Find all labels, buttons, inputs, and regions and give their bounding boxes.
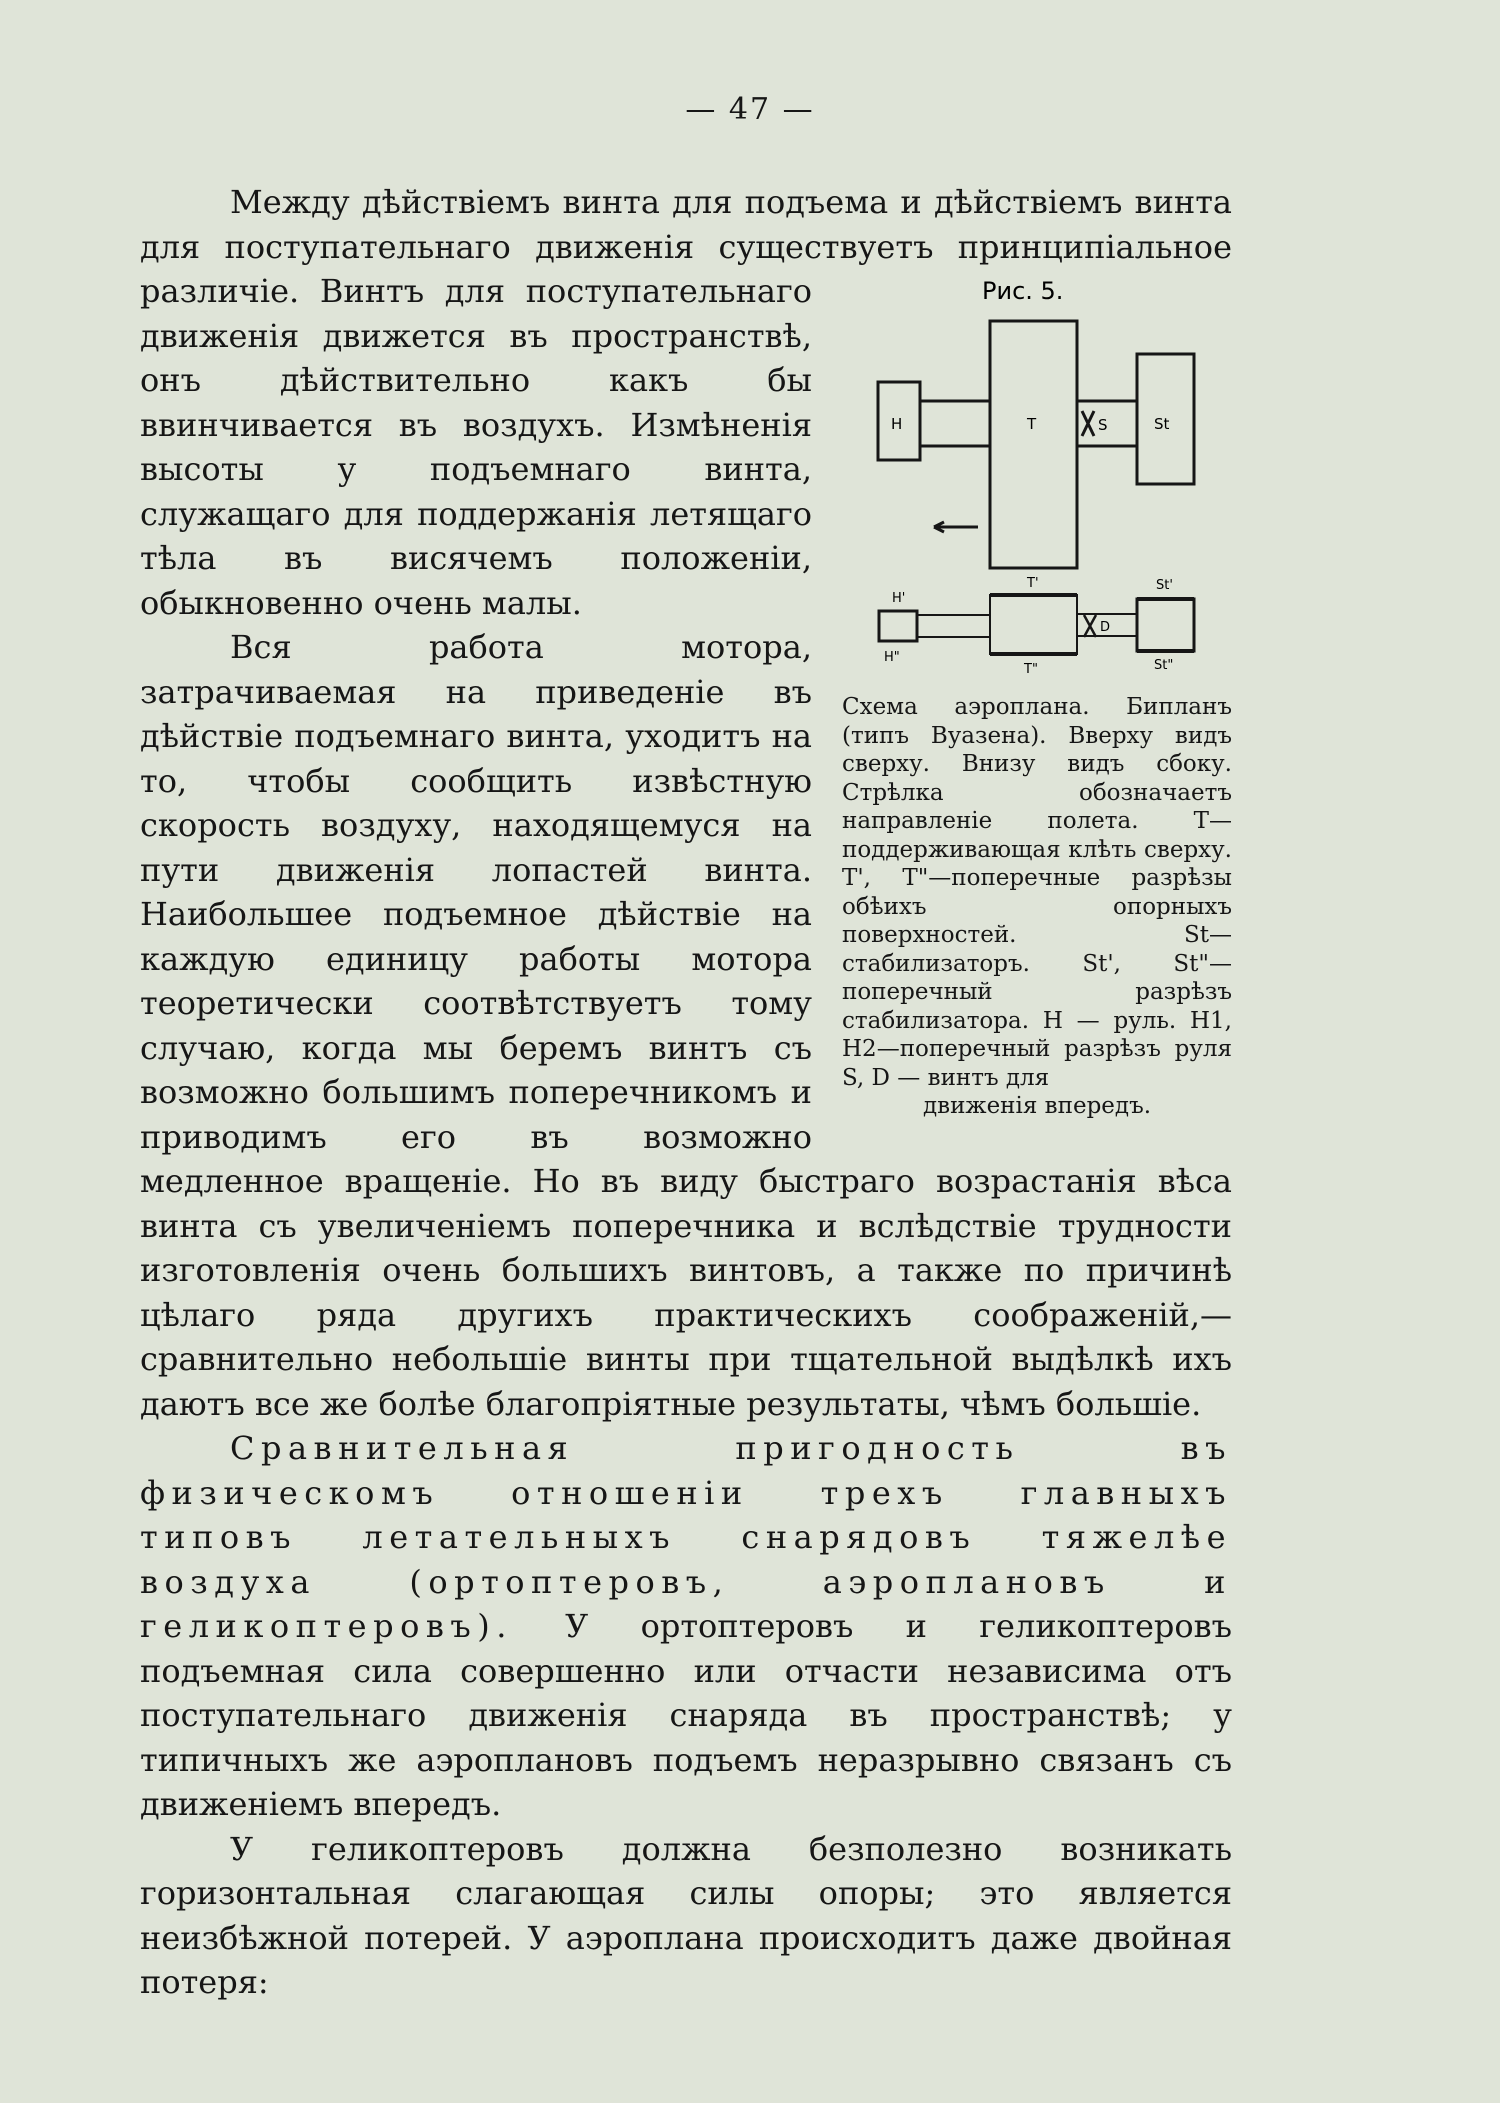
figure-title: Рис. 5. <box>982 277 1064 305</box>
rudder-arm <box>920 401 990 446</box>
propeller-side-icon <box>1084 615 1096 637</box>
paragraph-3-rest: У ортоптеровъ и геликоптеровъ подъемная сила совершенно или отчасти независима отъ поступательнаго движенія снаряда въ пространствѣ; у типичныхъ же аэроплановъ подъемъ неразрывно связанъ съ движеніемъ впередъ. <box>140 1607 1232 1823</box>
label-h: H <box>891 415 903 433</box>
paragraph-4: У геликоптеровъ должна безполезно возникать горизонтальная слагающая силы опоры; это является неизбѣжной потерей. У аэроплана происходитъ даже двойная потеря: <box>140 1829 1232 2001</box>
airplane-schematic <box>842 269 1232 689</box>
paragraph-2: Вся работа мотора, затрачиваемая на приведеніе въ дѣйствіе подъемнаго винта, уходитъ на то, чтобы сообщить извѣстную скорость воздуху, находящемуся на пути движенія лопастей винта. Наибольшее подъемное дѣйствіе на каждую единицу работы мотора теоретически соотвѣтствуетъ тому случаю, когда мы беремъ винтъ съ возможно большимъ поперечникомъ и приводимъ его въ возможно медленное вращеніе. Но въ виду быстраго возрастанія вѣса винта съ увеличеніемъ поперечника и вслѣдствіе трудности изготовленія очень большихъ винтовъ, а также по причинѣ цѣлаго ряда другихъ практическихъ соображеній,—сравнительно небольшіе винты при тщательной выдѣлкѣ ихъ даютъ все же болѣе благопріятные результаты, чѣмъ большіе. <box>140 628 1232 1423</box>
caption-last-line: движенія впередъ. <box>922 1093 1152 1119</box>
label-t1: T' <box>1027 576 1039 591</box>
paragraph-3-spaced: Сравнительная пригодность въ физическомъ отношеніи трехъ главныхъ типовъ летательныхъ снарядовъ тяжелѣе воздуха (ортоптеровъ, аэроплановъ и геликоптеровъ). <box>140 1429 1232 1645</box>
label-st2: St" <box>1154 658 1174 673</box>
caption-text: Схема аэроплана. Бипланъ (типъ Вуазена). Вверху видъ сверху. Внизу видъ сбоку. Стрѣлка обозначаетъ направленіе полета. T—поддерживающая клѣть сверху. T', T"—поперечные разрѣзы обѣихъ опорныхъ поверхностей. St—стабилизаторъ. St', St"—поперечный разрѣзъ стабилизатора. H — руль. H1, H2—поперечный разрѣзъ руля S, D — винтъ для <box>842 694 1232 1091</box>
wing-side <box>990 595 1077 654</box>
stabilizer-side <box>1137 599 1194 651</box>
label-h2: H" <box>884 650 900 665</box>
figure-caption <box>842 693 1232 1121</box>
body-text <box>140 180 1232 2005</box>
wing-top <box>990 321 1077 568</box>
label-d: D <box>1100 620 1111 635</box>
label-t2: T" <box>1024 662 1038 677</box>
paragraph-1-start: Между дѣйствіемъ винта для подъема и дѣйствіемъ винта для поступательнаго движенія существуетъ принципіальное различіе. <box>140 183 1232 310</box>
propeller-top-icon <box>1082 411 1094 436</box>
label-st: St <box>1154 415 1170 433</box>
label-st1: St' <box>1156 578 1173 593</box>
page-number: — 47 — <box>685 92 815 127</box>
label-s: S <box>1098 416 1108 434</box>
label-h1: H' <box>892 591 906 606</box>
figure-5 <box>842 269 1232 1121</box>
arrow-icon <box>934 522 978 532</box>
rudder-side <box>879 611 917 641</box>
paragraph-1-rest: Винтъ для поступательнаго движенія движется въ пространствѣ, онъ дѣйствительно какъ бы ввинчивается въ воздухъ. Измѣненія высоты у подъемнаго винта, служащаго для поддержанія летящаго тѣла въ висячемъ положеніи, обыкновенно очень малы. <box>140 272 812 622</box>
label-t: T <box>1027 415 1037 433</box>
rudder-side-arm <box>917 615 990 637</box>
paragraph-3 <box>140 1426 1232 1827</box>
